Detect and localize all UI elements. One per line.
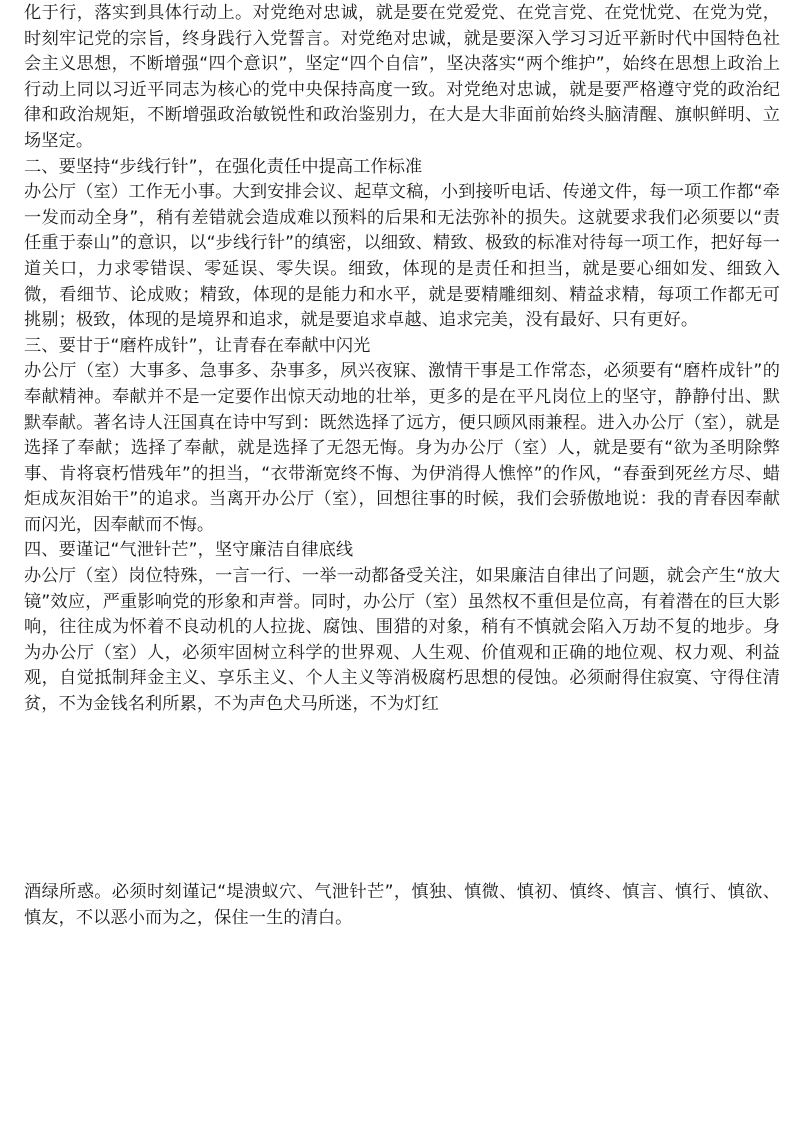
section-heading-3: 三、要甘于“磨杵成针”，让青春在奉献中闪光 — [24, 335, 371, 356]
section-heading-2: 二、要坚持“步线行针”，在强化责任中提高工作标准 — [24, 156, 423, 177]
text-block-upper — [24, 1, 780, 718]
document-page — [24, 0, 780, 1125]
intro-paragraph: 化于行，落实到具体行动上。对党绝对忠诚，就是要在党爱党、在党言党、在党忧党、在党为党，时刻牢记党的宗旨，终身践行入党誓言。对党绝对忠诚，就是要深入学习习近平新时代中国特色社会主义思想，不断增强“四个意识”，坚定“四个自信”，坚决落实“两个维护”，始终在思想上政治上行动上同以习近平同志为核心的党中央保持高度一致。对党绝对忠诚，就是要严格遵守党的政治纪律和政治规矩，不断增强政治敏锐性和政治鉴别力，在大是大非面前始终头脑清醒、旗帜鲜明、立场坚定。 — [24, 3, 780, 151]
section-body-3: 办公厅（室）大事多、急事多、杂事多，夙兴夜寐、激情干事是工作常态，必须要有“磨杵成针”的奉献精神。奉献并不是一定要作出惊天动地的壮举，更多的是在平凡岗位上的坚守，静静付出、默默奉献。著名诗人汪国真在诗中写到：既然选择了远方，便只顾风雨兼程。进入办公厅（室），就是选择了奉献；选择了奉献，就是选择了无怨无悔。身为办公厅（室）人，就是要有“欲为圣明除弊事、肯将衰朽惜残年”的担当，“衣带渐宽终不悔、为伊消得人憔悴”的作风，“春蚕到死丝方尽、蜡炬成灰泪始干”的追求。当离开办公厅（室），回想往事的时候，我们会骄傲地说：我的青春因奉献而闪光，因奉献而不悔。 — [24, 361, 780, 535]
section-heading-4: 四、要谨记“气泄针芒”，坚守廉洁自律底线 — [24, 540, 354, 561]
section-body-4: 办公厅（室）岗位特殊，一言一行、一举一动都备受关注，如果廉洁自律出了问题，就会产生“放大镜”效应，严重影响党的形象和声誉。同时，办公厅（室）虽然权不重但是位高，有着潜在的巨大影响，往往成为怀着不良动机的人拉拢、腐蚀、围猎的对象，稍有不慎就会陷入万劫不复的地步。身为办公厅（室）人，必须牢固树立科学的世界观、人生观、价值观和正确的地位观、权力观、利益观，自觉抵制拜金主义、享乐主义、个人主义等消极腐朽思想的侵蚀。必须耐得住寂寞、守得住清贫，不为金钱名利所累，不为声色犬马所迷，不为灯红 — [24, 566, 780, 715]
text-block-lower — [24, 880, 780, 931]
continuation-paragraph: 酒绿所惑。必须时刻谨记“堤溃蚁穴、气泄针芒”，慎独、慎微、慎初、慎终、慎言、慎行、慎欲、慎友，不以恶小而为之，保住一生的清白。 — [24, 882, 780, 928]
section-body-2: 办公厅（室）工作无小事。大到安排会议、起草文稿，小到接听电话、传递文件，每一项工作都“牵一发而动全身”，稍有差错就会造成难以预料的后果和无法弥补的损失。这就要求我们必须要以“责任重于泰山”的意识，以“步线行针”的缜密，以细致、精致、极致的标准对待每一项工作，把好每一道关口，力求零错误、零延误、零失误。细致，体现的是责任和担当，就是要心细如发、细致入微，看细节、论成败；精致，体现的是能力和水平，就是要精雕细刻、精益求精，每项工作都无可挑剔；极致，体现的是境界和追求，就是要追求卓越、追求完美，没有最好、只有更好。 — [24, 182, 780, 331]
